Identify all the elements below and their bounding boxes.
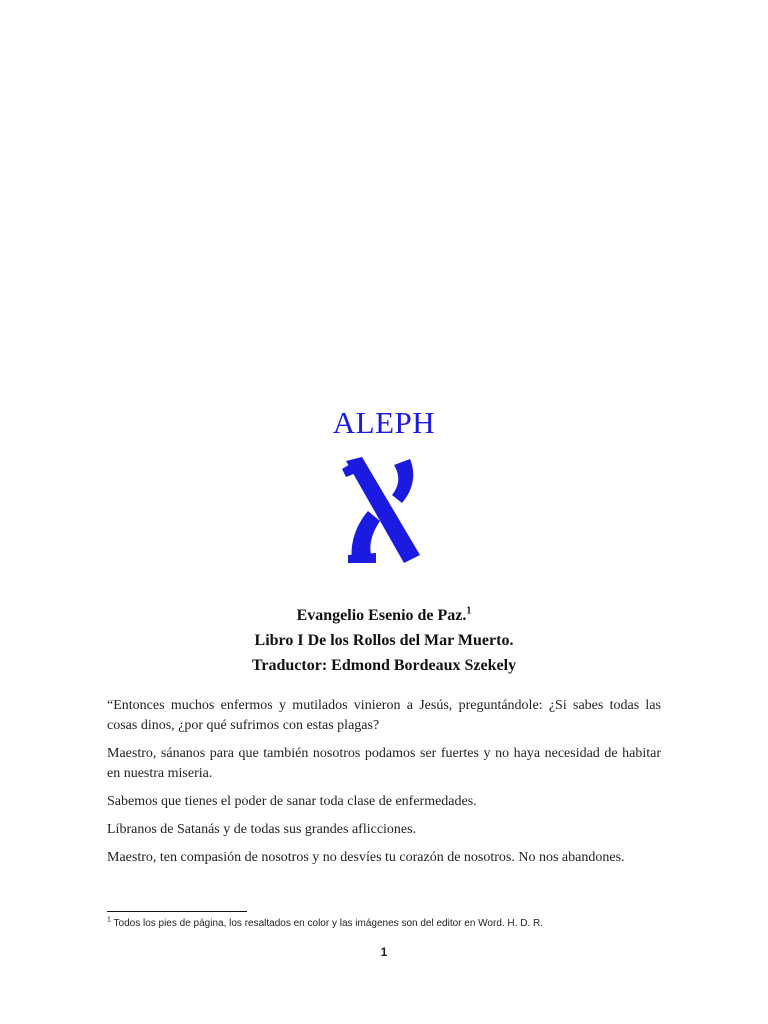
body-text (107, 696, 661, 876)
heading-line-3: Traductor: Edmond Bordeaux Szekely (251, 657, 517, 674)
page-number: 1 (380, 945, 388, 959)
footnote-marker: 1 (107, 916, 111, 924)
paragraph: Maestro, ten compasión de nosotros y no desvíes tu corazón de nosotros. No nos abandones. (107, 850, 625, 865)
footnote (107, 917, 667, 931)
paragraph: “Entonces muchos enfermos y mutilados vinieron a Jesús, preguntándole: ¿Si sabes todas las cosas dinos, ¿por qué sufrimos con estas plagas? (107, 698, 661, 733)
book-heading (0, 603, 768, 678)
heading-line-1 (0, 603, 768, 628)
footnote-divider (107, 911, 247, 912)
paragraph: Líbranos de Satanás y de todas sus grandes aflicciones. (107, 822, 417, 837)
heading-line-1-text: Evangelio Esenio de Paz. (296, 607, 467, 624)
paragraph: Sabemos que tienes el poder de sanar toda clase de enfermedades. (107, 794, 477, 809)
footnote-text: Todos los pies de página, los resaltados en color y las imágenes son del editor en Word. H. D. R. (110, 918, 543, 929)
footnote-ref[interactable]: 1 (466, 605, 472, 617)
paragraph: Maestro, sánanos para que también nosotros podamos ser fuertes y no haya necesidad de habitar en nuestra miseria. (107, 746, 661, 781)
page-title: ALEPH (332, 405, 436, 440)
hebrew-aleph-icon (338, 455, 428, 567)
heading-line-2: Libro I De los Rollos del Mar Muerto. (254, 632, 514, 649)
